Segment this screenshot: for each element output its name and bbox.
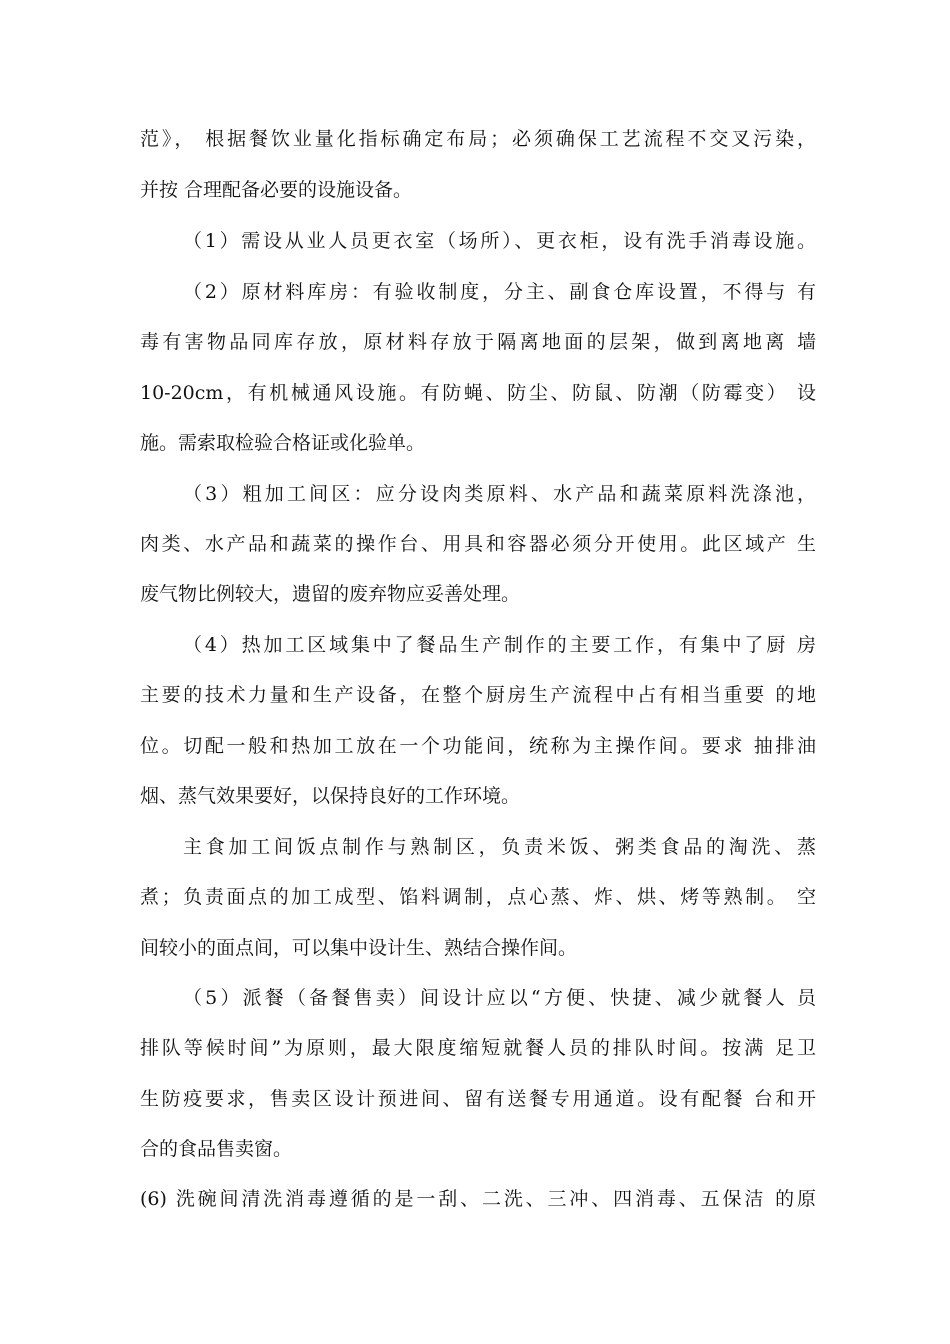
text-line: （4）热加工区域集中了餐品生产制作的主要工作，有集中了厨 房 [183, 634, 816, 656]
text-line: （5）派餐（备餐售卖）间设计应以“方便、快捷、减少就餐人 员 [183, 987, 816, 1009]
text-line: 排队等候时间”为原则，最大限度缩短就餐人员的排队时间。按满 足卫 [140, 1037, 816, 1059]
text-line: 肉类、水产品和蔬菜的操作台、用具和容器必须分开使用。此区域产 生 [140, 533, 816, 555]
text-line: 毒有害物品同库存放，原材料存放于隔离地面的层架，做到离地离 墙 [140, 331, 816, 353]
text-line: 生防疫要求，售卖区设计预进间、留有送餐专用通道。设有配餐 台和开 [140, 1088, 816, 1110]
text-line: 范》， 根据餐饮业量化指标确定布局；必须确保工艺流程不交叉污染， [140, 128, 816, 150]
text-line: (6) 洗碗间清洗消毒遵循的是一刮、二洗、三冲、四消毒、五保洁 的原 [140, 1188, 816, 1210]
text-line: 10-20cm，有机械通风设施。有防蝇、防尘、防鼠、防潮（防霉变） 设 [140, 382, 816, 404]
text-line: 主要的技术力量和生产设备，在整个厨房生产流程中占有相当重要 的地 [140, 684, 816, 706]
text-line: 煮；负责面点的加工成型、馅料调制，点心蒸、炸、烘、烤等熟制。 空 [140, 886, 816, 908]
text-line: 施。需索取检验合格证或化验单。 [140, 432, 426, 454]
text-line: 间较小的面点间，可以集中设计生、熟结合操作间。 [140, 937, 578, 959]
text-line: 烟、蒸气效果要好，以保持良好的工作环境。 [140, 785, 521, 807]
text-line: 废气物比例较大，遗留的废弃物应妥善处理。 [140, 583, 521, 605]
text-line: 合的食品售卖窗。 [140, 1138, 293, 1160]
text-line: （3）粗加工间区：应分设肉类原料、水产品和蔬菜原料洗涤池， [183, 483, 816, 505]
text-line: （2）原材料库房：有验收制度，分主、副食仓库设置，不得与 有 [183, 281, 816, 303]
text-line: 位。切配一般和热加工放在一个功能间，统称为主操作间。要求 抽排油 [140, 735, 816, 757]
text-line: 主食加工间饭点制作与熟制区，负责米饭、粥类食品的淘洗、蒸 [183, 836, 816, 858]
text-line: 并按 合理配备必要的设施设备。 [140, 179, 413, 201]
text-line: （1）需设从业人员更衣室（场所）、更衣柜，设有洗手消毒设施。 [183, 230, 816, 252]
